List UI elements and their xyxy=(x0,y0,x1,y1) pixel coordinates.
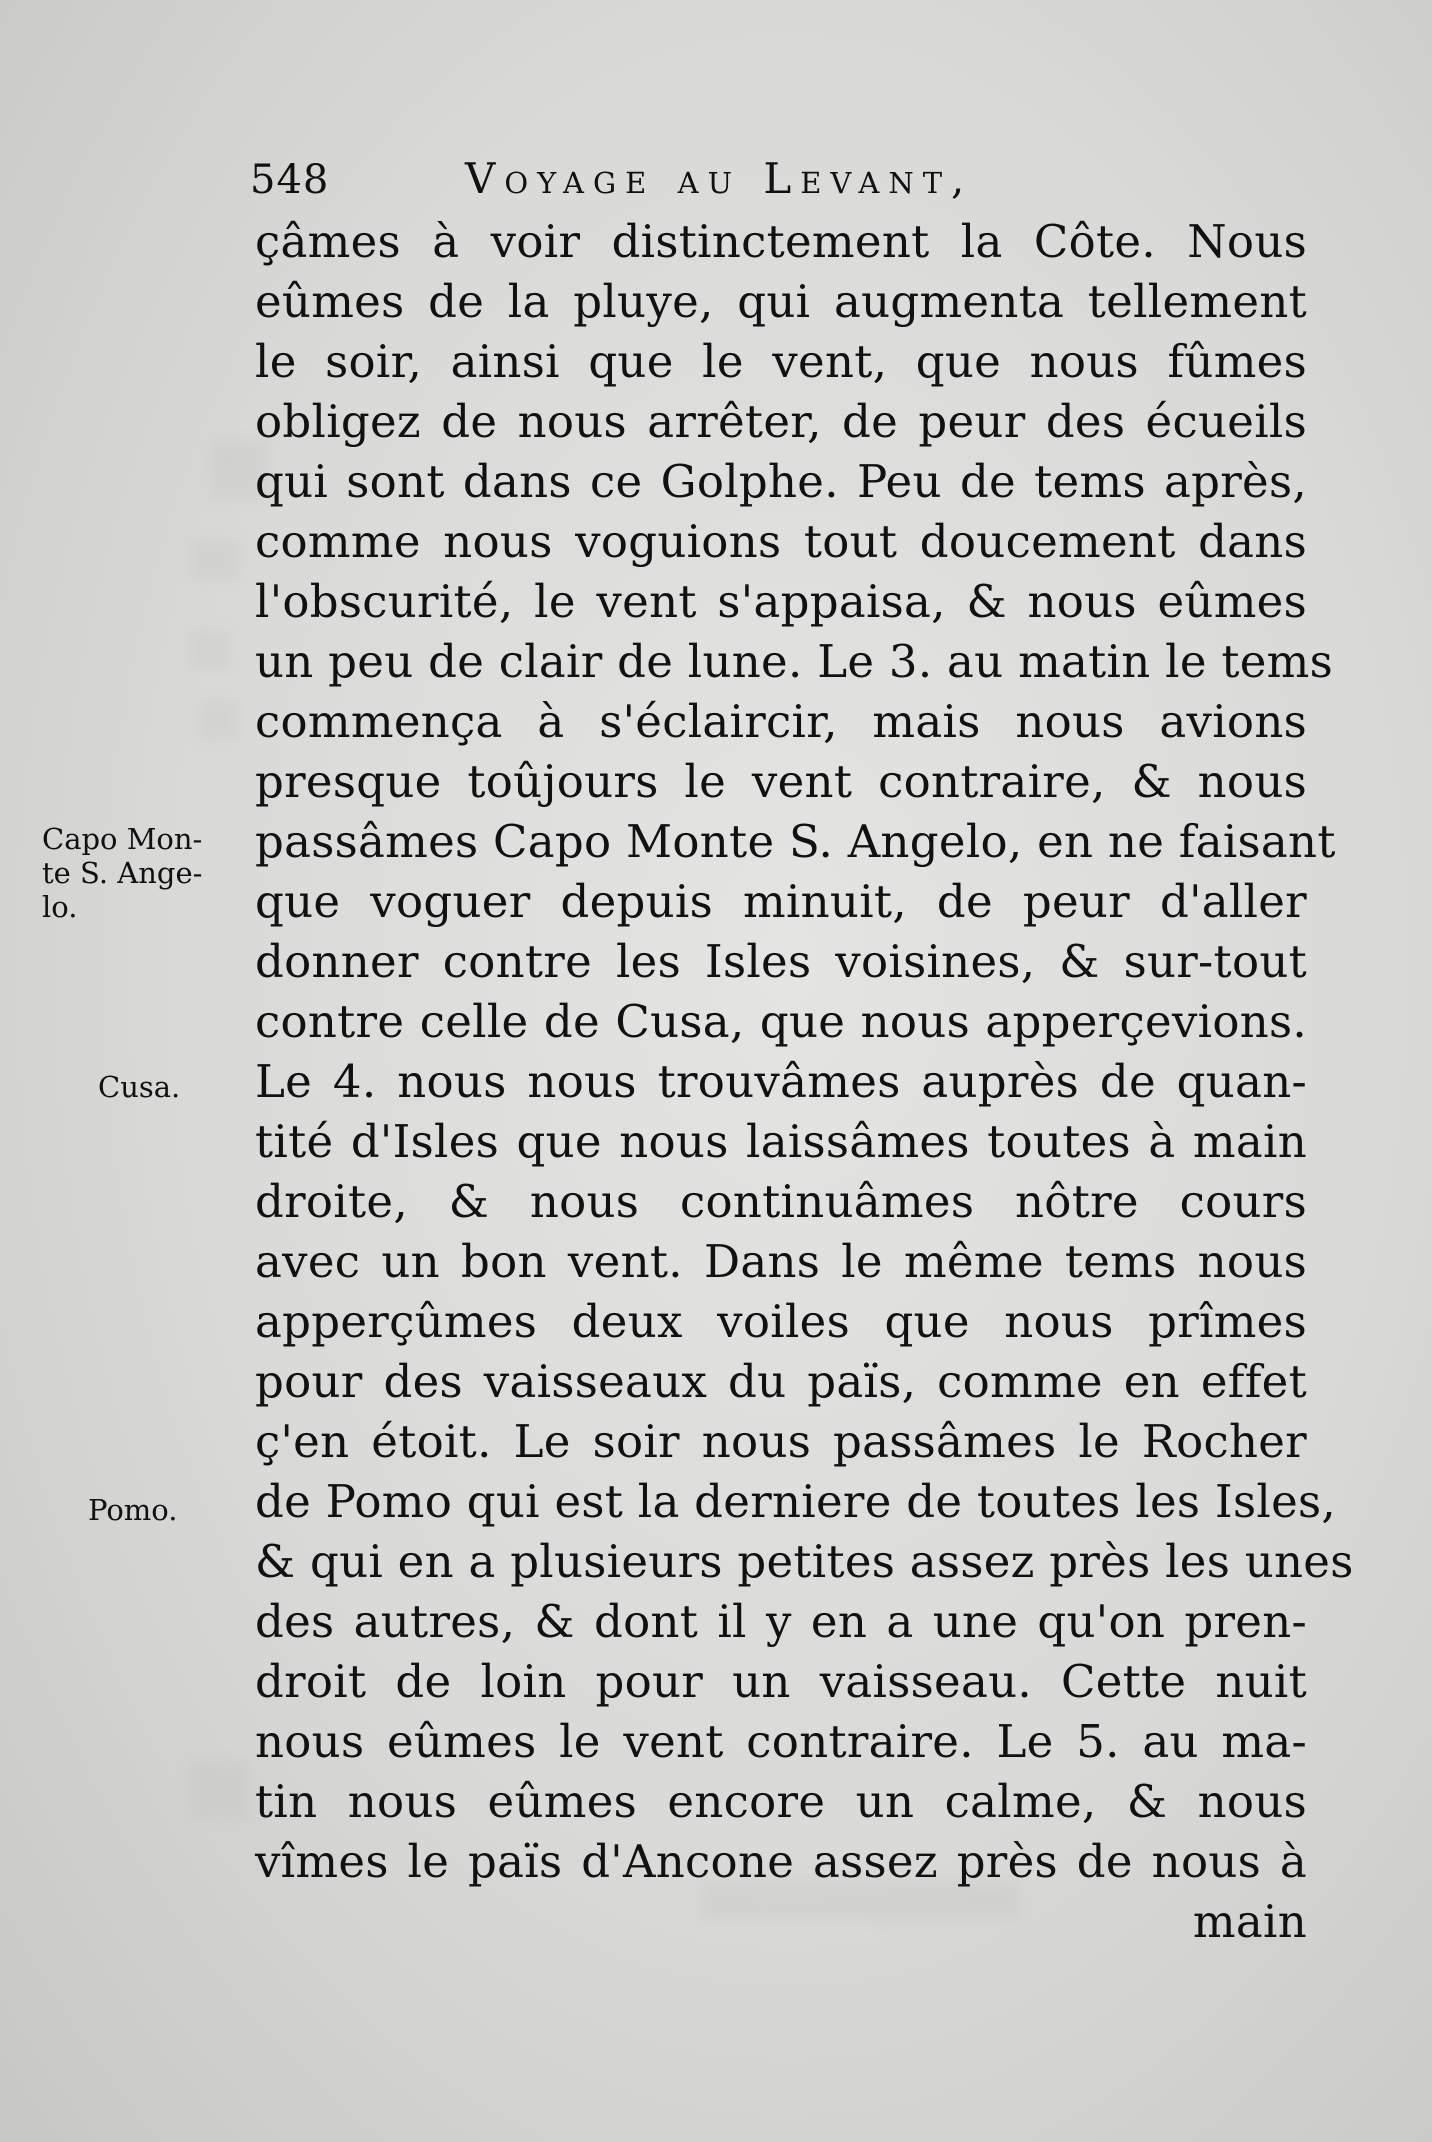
text-line: ç'en étoit. Le soir nous passâmes le Rocher xyxy=(255,1415,1307,1468)
text-line: obligez de nous arrêter, de peur des écueils xyxy=(255,395,1307,448)
margin-notes xyxy=(0,0,250,2142)
text-line: nous eûmes le vent contraire. Le 5. au ma- xyxy=(255,1715,1307,1768)
text-line: le soir, ainsi que le vent, que nous fûmes xyxy=(255,335,1307,388)
body-text xyxy=(255,212,1354,1952)
text-line: apperçûmes deux voiles que nous prîmes xyxy=(255,1295,1307,1348)
catchword: main xyxy=(1192,1895,1307,1948)
text-line: passâmes Capo Monte S. Angelo, en ne faisant xyxy=(255,815,1336,868)
running-head: Voyage au Levant, xyxy=(465,154,974,203)
margin-note-line: lo. xyxy=(42,890,78,924)
text-line: que voguer depuis minuit, de peur d'aller xyxy=(255,875,1307,928)
text-line: Le 4. nous nous trouvâmes auprès de quan- xyxy=(255,1055,1307,1108)
page-header xyxy=(250,150,1130,210)
text-line: tin nous eûmes encore un calme, & nous xyxy=(255,1775,1307,1828)
text-line: vîmes le païs d'Ancone assez près de nous à xyxy=(255,1835,1307,1888)
text-line: comme nous voguions tout doucement dans xyxy=(255,515,1307,568)
text-line: presque toûjours le vent contraire, & nous xyxy=(255,755,1307,808)
margin-note-pomo: Pomo. xyxy=(88,1493,178,1527)
text-line: donner contre les Isles voisines, & sur-tout xyxy=(255,935,1307,988)
text-line: eûmes de la pluye, qui augmenta tellement xyxy=(255,275,1307,328)
text-line: çâmes à voir distinctement la Côte. Nous xyxy=(255,215,1307,268)
margin-note-line: Capo Mon- xyxy=(42,822,203,856)
text-line: droit de loin pour un vaisseau. Cette nuit xyxy=(255,1655,1307,1708)
text-line: un peu de clair de lune. Le 3. au matin le tems xyxy=(255,635,1334,688)
text-line: l'obscurité, le vent s'appaisa, & nous eûmes xyxy=(255,575,1307,628)
text-line: qui sont dans ce Golphe. Peu de tems après, xyxy=(255,455,1307,508)
text-line: pour des vaisseaux du païs, comme en effet xyxy=(255,1355,1307,1408)
margin-note-cusa: Cusa. xyxy=(98,1070,181,1104)
text-line: avec un bon vent. Dans le même tems nous xyxy=(255,1235,1307,1288)
text-line: droite, & nous continuâmes nôtre cours xyxy=(255,1175,1307,1228)
text-line: tité d'Isles que nous laissâmes toutes à main xyxy=(255,1115,1307,1168)
text-line: & qui en a plusieurs petites assez près les unes xyxy=(255,1535,1354,1588)
margin-note-capo xyxy=(42,822,202,924)
text-line: des autres, & dont il y en a une qu'on pren- xyxy=(255,1595,1307,1648)
text-line: contre celle de Cusa, que nous apperçevions. xyxy=(255,995,1307,1048)
page-number: 548 xyxy=(250,157,330,203)
margin-note-line: te S. Ange- xyxy=(42,856,203,890)
text-line: commença à s'éclaircir, mais nous avions xyxy=(255,695,1307,748)
text-line: de Pomo qui est la derniere de toutes les Isles, xyxy=(255,1475,1336,1528)
